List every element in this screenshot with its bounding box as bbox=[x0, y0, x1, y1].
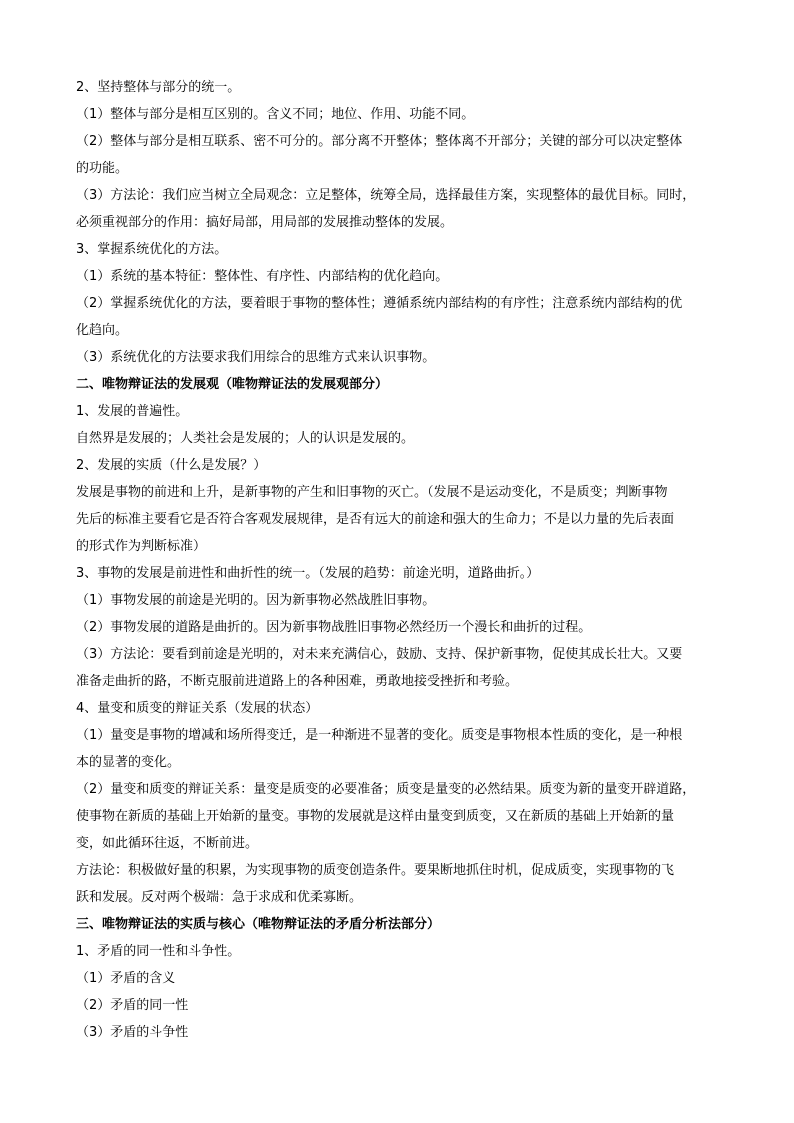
text-line: （2）事物发展的道路是曲折的。因为新事物战胜旧事物必然经历一个漫长和曲折的过程。 bbox=[76, 620, 592, 635]
text-line: 准备走曲折的路，不断克服前进道路上的各种困难，勇敢地接受挫折和考验。 bbox=[76, 674, 519, 689]
text-line: 变，如此循环往返，不断前进。 bbox=[76, 836, 259, 851]
text-line: （2）量变和质变的辩证关系：量变是质变的必要准备；质变是量变的必然结果。质变为新的量变开辟道路， bbox=[76, 782, 696, 797]
text-line: （3）方法论：我们应当树立全局观念：立足整体，统筹全局，选择最佳方案，实现整体的最优目标。同时， bbox=[76, 188, 696, 203]
text-line: 的形式作为判断标准） bbox=[76, 539, 207, 554]
text-line: 的功能。 bbox=[76, 161, 129, 176]
text-line: （1）量变是事物的增减和场所得变迁，是一种渐进不显著的变化。质变是事物根本性质的变化，是一种根 bbox=[76, 728, 683, 743]
text-line: 跃和发展。反对两个极端：急于求成和优柔寡断。 bbox=[76, 890, 363, 905]
text-line: 2、发展的实质（什么是发展？） bbox=[76, 458, 267, 473]
text-line: 使事物在新质的基础上开始新的量变。事物的发展就是这样由量变到质变，又在新质的基础上开始新的量 bbox=[76, 809, 675, 824]
text-line: 自然界是发展的；人类社会是发展的；人的认识是发展的。 bbox=[76, 431, 415, 446]
text-line: 必须重视部分的作用：搞好局部，用局部的发展推动整体的发展。 bbox=[76, 215, 454, 230]
text-line: 2、坚持整体与部分的统一。 bbox=[76, 80, 241, 95]
text-line: （3）矛盾的斗争性 bbox=[76, 1025, 189, 1040]
text-line: （2）掌握系统优化的方法，要着眼于事物的整体性；遵循系统内部结构的有序性；注意系统内部结构的优 bbox=[76, 296, 683, 311]
text-line: 发展是事物的前进和上升，是新事物的产生和旧事物的灭亡。（发展不是运动变化，不是质变；判断事物 bbox=[76, 485, 668, 500]
text-line: 化趋向。 bbox=[76, 323, 129, 338]
text-line: （2）整体与部分是相互联系、密不可分的。部分离不开整体；整体离不开部分；关键的部分可以决定整体 bbox=[76, 134, 683, 149]
text-line: （1）事物发展的前途是光明的。因为新事物必然战胜旧事物。 bbox=[76, 593, 436, 608]
text-line: （2）矛盾的同一性 bbox=[76, 998, 189, 1013]
text-line: （1）矛盾的含义 bbox=[76, 971, 176, 986]
text-line: （3）系统优化的方法要求我们用综合的思维方式来认识事物。 bbox=[76, 350, 436, 365]
text-line: 3、事物的发展是前进性和曲折性的统一。（发展的趋势：前途光明，道路曲折。） bbox=[76, 566, 540, 581]
text-line: 1、矛盾的同一性和斗争性。 bbox=[76, 944, 241, 959]
text-line: 方法论：积极做好量的积累，为实现事物的质变创造条件。要果断地抓住时机，促成质变，实现事物的飞 bbox=[76, 863, 675, 878]
text-line: （1）系统的基本特征：整体性、有序性、内部结构的优化趋向。 bbox=[76, 269, 449, 284]
text-line: 1、发展的普遍性。 bbox=[76, 404, 189, 419]
text-line: （3）方法论：要看到前途是光明的，对未来充满信心，鼓励、支持、保护新事物，促使其成长壮大。又要 bbox=[76, 647, 683, 662]
text-line: （1）整体与部分是相互区别的。含义不同；地位、作用、功能不同。 bbox=[76, 107, 475, 122]
text-line: 先后的标准主要看它是否符合客观发展规律，是否有远大的前途和强大的生命力；不是以力量的先后表面 bbox=[76, 512, 675, 527]
text-line: 4、量变和质变的辩证关系（发展的状态） bbox=[76, 701, 319, 716]
text-line: 本的显著的变化。 bbox=[76, 755, 181, 770]
text-line: 3、掌握系统优化的方法。 bbox=[76, 242, 228, 257]
document-page bbox=[76, 74, 724, 1046]
section-heading: 二、唯物辩证法的发展观（唯物辩证法的发展观部分） bbox=[76, 377, 389, 392]
section-heading: 三、唯物辩证法的实质与核心（唯物辩证法的矛盾分析法部分） bbox=[76, 917, 441, 932]
